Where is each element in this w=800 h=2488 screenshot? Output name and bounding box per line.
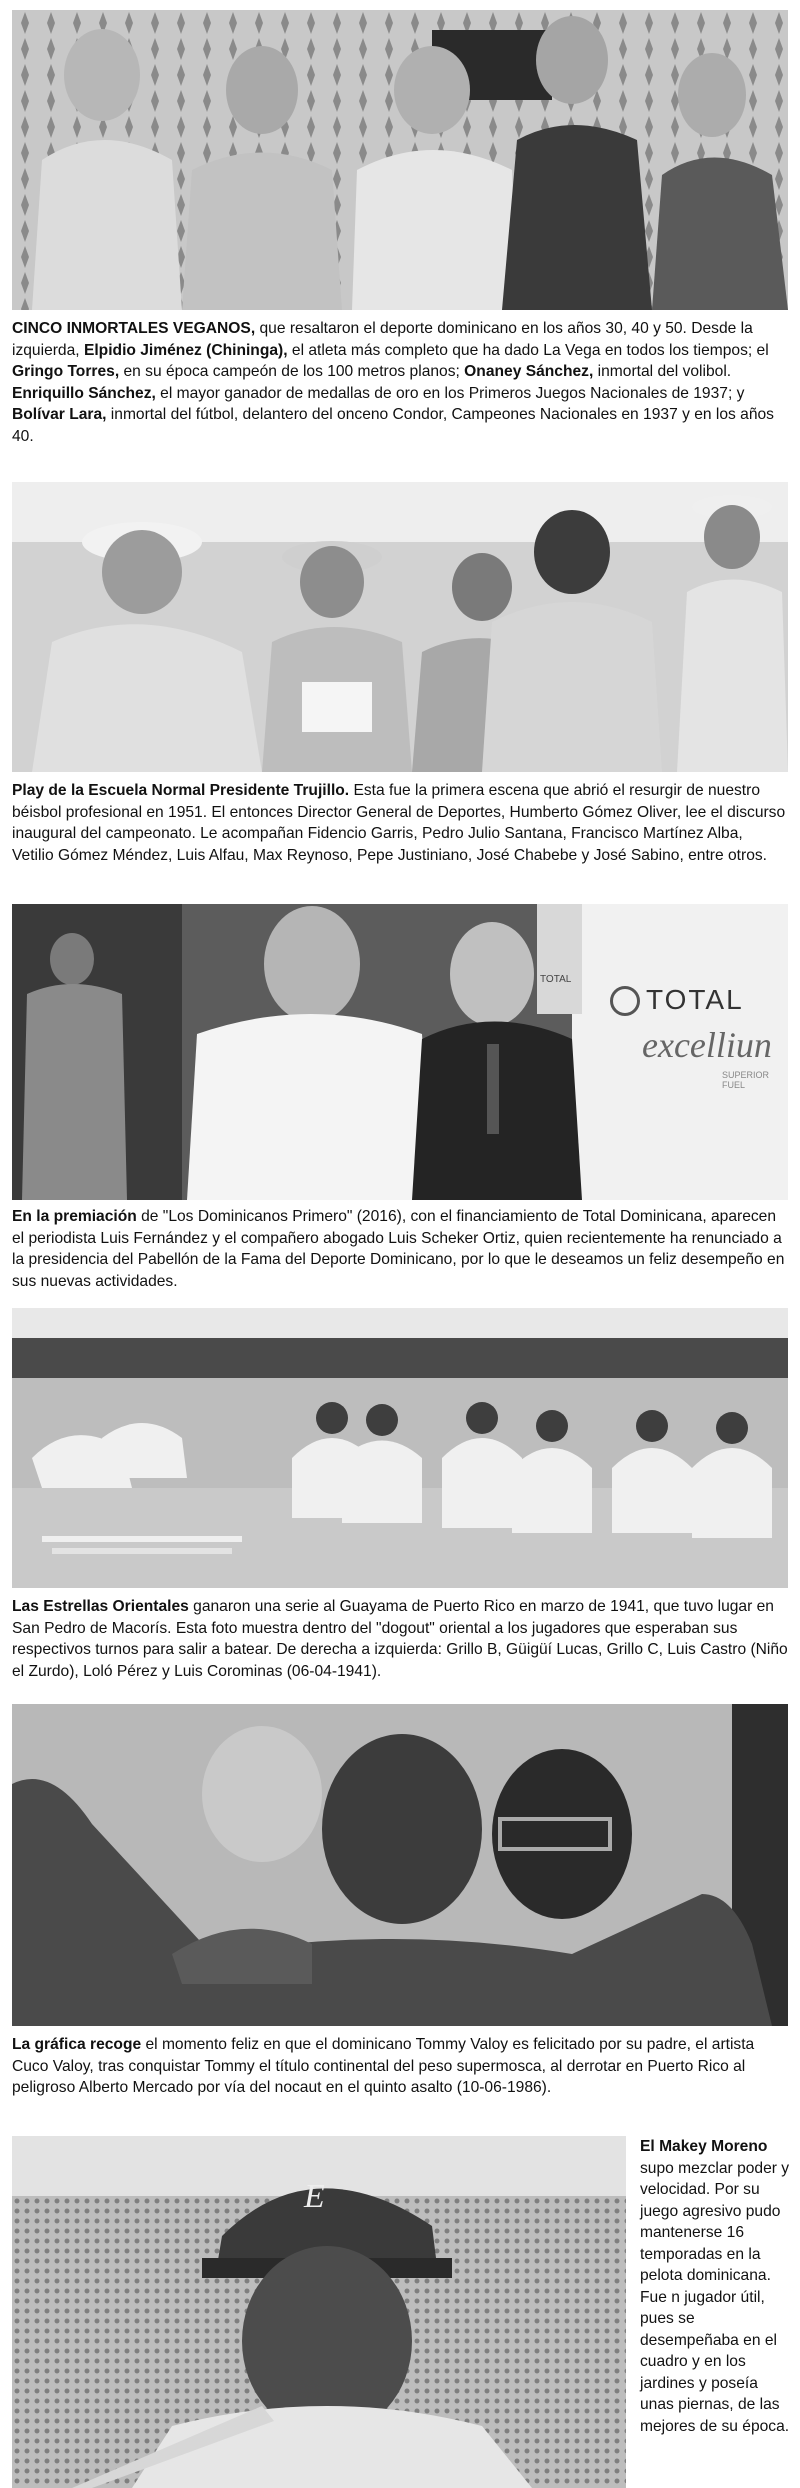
caption-inauguration-1951 bbox=[12, 780, 788, 866]
photo-dugout-art bbox=[12, 1308, 788, 1588]
photo-five-immortals-art bbox=[12, 10, 788, 310]
caption-premiacion-2016 bbox=[12, 1206, 788, 1292]
caption-name: Bolívar Lara, bbox=[12, 406, 107, 423]
total-sign-sub: SUPERIOR FUEL bbox=[722, 1070, 770, 1090]
total-logo-icon bbox=[610, 986, 640, 1016]
photo-estrellas-orientales bbox=[12, 1308, 788, 1588]
photo-inauguration-1951 bbox=[12, 482, 788, 772]
caption-name: Elpidio Jiménez (Chininga), bbox=[83, 341, 288, 359]
total-sign-small: TOTAL bbox=[540, 974, 572, 985]
photo-five-immortals bbox=[12, 10, 788, 310]
total-sign-product: excelliun bbox=[642, 1025, 772, 1065]
caption-text: el momento feliz en que el dominicano Tommy Valoy es felicitado por su padre, el artista Cuco Valoy, tras conquistar Tommy el título continental del peso supermosca, al derrotar en Puerto Rico al peligroso Alberto Mercado por vía del nocaut en el quinto asalto (10-06-1986). bbox=[12, 2036, 755, 2096]
caption-lead: Las Estrellas Orientales bbox=[12, 1598, 189, 1615]
caption-text: supo mezclar poder y velocidad. Por su juego agresivo pudo mantenerse 16 temporadas en la pelota dominicana. Fue n jugador útil, pues se desempeñaba en el cuadro y en los jardines y poseía unas piernas, de las mejores de su época. bbox=[640, 2159, 790, 2435]
caption-lead: El Makey Moreno bbox=[640, 2138, 768, 2155]
caption-five-immortals bbox=[12, 318, 788, 447]
total-sign-brand: TOTAL bbox=[646, 984, 744, 1015]
caption-makey-moreno bbox=[640, 2136, 790, 2437]
caption-lead: Play de la Escuela Normal Presidente Trujillo. bbox=[12, 782, 350, 799]
caption-text: que resaltaron el deporte dominicano en los años 30, 40 y 50. Desde la izquierda, bbox=[12, 320, 753, 359]
caption-lead: En la premiación bbox=[12, 1208, 137, 1225]
cap-logo-letter: E bbox=[304, 2178, 325, 2215]
photo-premiacion-2016 bbox=[12, 904, 788, 1200]
photo-inauguration-art bbox=[12, 482, 788, 772]
caption-text: el atleta más completo que ha dado La Vega en todos los tiempos; el bbox=[287, 341, 769, 359]
caption-estrellas-orientales bbox=[12, 1596, 788, 1682]
caption-lead: CINCO INMORTALES VEGANOS, bbox=[12, 320, 256, 337]
caption-text: inmortal del volibol. bbox=[593, 363, 732, 380]
caption-text: de "Los Dominicanos Primero" (2016), con el financiamiento de Total Dominicana, aparecen el periodista Luis Fernández y el compañero abogado Luis Scheker Ortiz, quien recientemente ha renunciado a la presidencia del Pabellón de la Fama del Deporte Dominicano, por lo que le deseamos un feliz desempeño en sus nuevas actividades. bbox=[12, 1208, 785, 1290]
caption-text: en su época campeón de los 100 metros planos; bbox=[119, 363, 465, 380]
caption-tommy-valoy bbox=[12, 2034, 788, 2099]
caption-text: inmortal del fútbol, delantero del onceno Condor, Campeones Nacionales en 1937 y en los años 40. bbox=[12, 406, 774, 445]
caption-lead: La gráfica recoge bbox=[12, 2036, 142, 2053]
caption-text: el mayor ganador de medallas de oro en los Primeros Juegos Nacionales de 1937; y bbox=[155, 384, 745, 402]
caption-text: Esta fue la primera escena que abrió el resurgir de nuestro béisbol profesional en 1951. El entonces Director General de Deportes, Humberto Gómez Oliver, lee el discurso inaugural del campeonato. Le acompañan Fidencio Garris, Pedro Julio Santana, Francisco Martínez Alba, Vetilio Gómez Méndez, Luis Alfau, Max Reynoso, Pepe Justiniano, José Chabebe y José Sabino, entre otros. bbox=[12, 782, 786, 864]
caption-text: ganaron una serie al Guayama de Puerto Rico en marzo de 1941, que tuvo lugar en San Pedro de Macorís. Esta foto muestra dentro del "dogout" oriental a los jugadores que esperaban sus respectivos turnos para salir a batear. De derecha a izquierda: Grillo B, Güigüí Lucas, Grillo C, Luis Castro (Niño el Zurdo), Loló Pérez y Luis Corominas (06-04-1941). bbox=[12, 1598, 788, 1680]
caption-name: Enriquillo Sánchez, bbox=[12, 384, 156, 402]
caption-name: Onaney Sánchez, bbox=[464, 363, 594, 380]
caption-name: Gringo Torres, bbox=[12, 363, 120, 380]
photo-makey-moreno bbox=[12, 2136, 626, 2488]
photo-tommy-valoy bbox=[12, 1704, 788, 2026]
photo-valoy-art bbox=[12, 1704, 788, 2026]
